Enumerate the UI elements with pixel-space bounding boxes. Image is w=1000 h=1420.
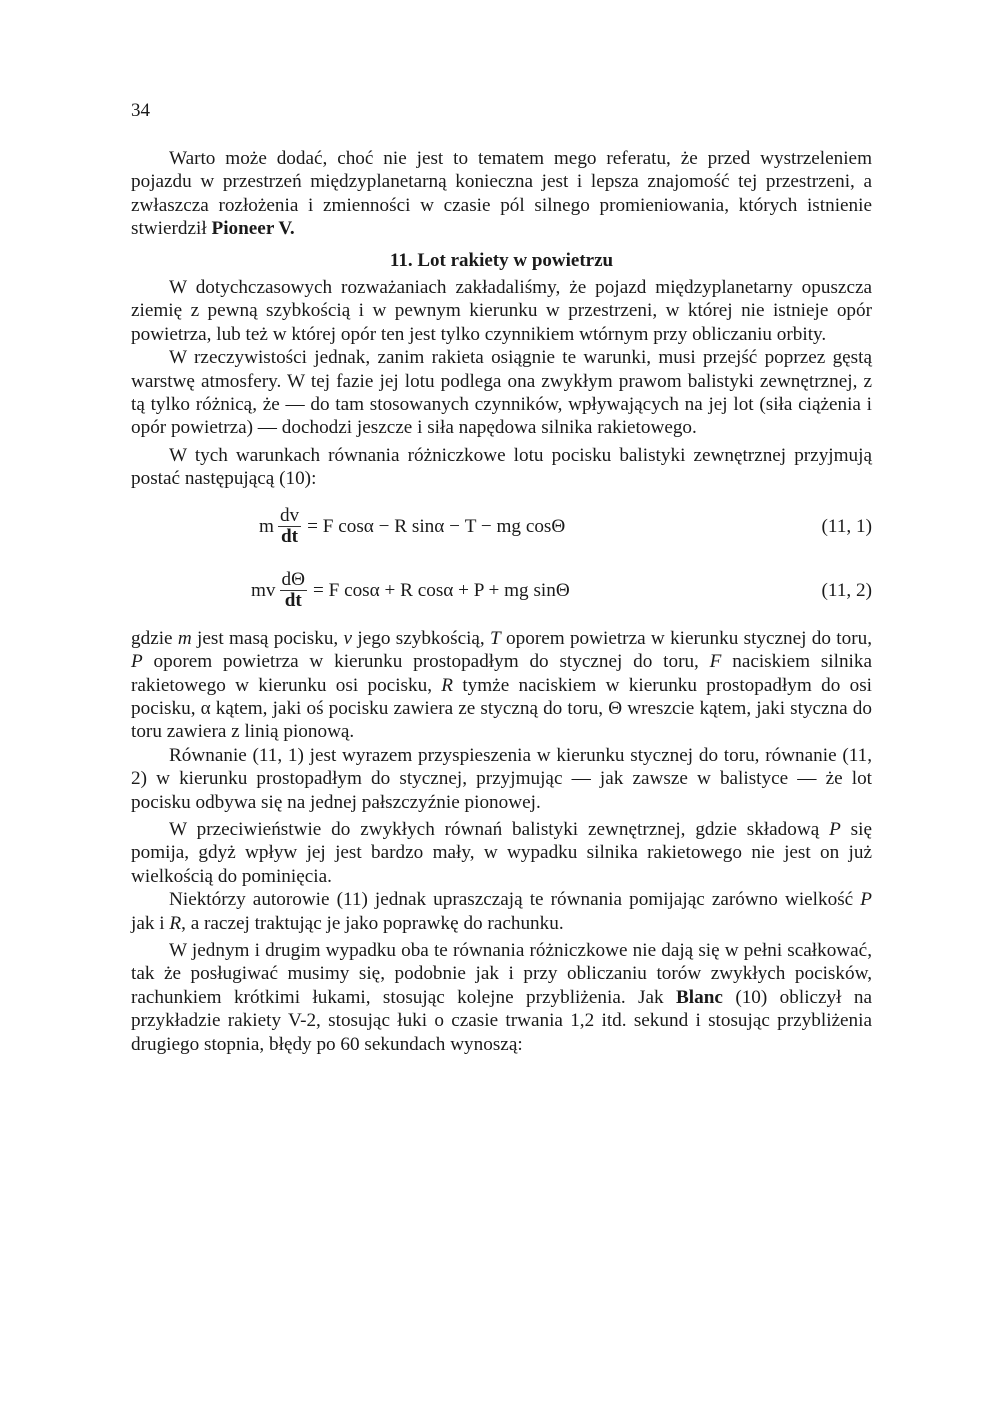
paragraph-6: Równanie (11, 1) jest wyrazem przyspieszenia w kierunku stycznej do toru, równanie (11, 2) w kierunku prostopadłym do stycznej, przyjmując — jak zawsze w balistyce — że lot pocisku odbywa się na jednej pałszczyźnie pionowej. (131, 744, 872, 813)
pioneer-name: Pioneer V. (211, 218, 295, 240)
fraction: $\frac{d\Theta}{dt}$ (281, 569, 305, 612)
equation-label: (11, 1) (821, 515, 872, 537)
fraction: $\frac{dv}{dt}$ (279, 505, 300, 548)
paragraph-2: W dotychczasowych rozważaniach zakładaliśmy, że pojazd międzyplanetarny opuszcza ziemię z pewną szybkością i w pewnym kierunku w przestrzeni, w której nie istnieje opór powietrza, lub też w której opór ten jest tylko czynnikiem wtórnym przy obliczaniu orbity. (131, 277, 872, 345)
paragraph-4: W tych warunkach równania różniczkowe lotu pocisku balistyki zewnętrznej przyjmują postać następującą (10): (131, 444, 872, 490)
paragraph-7: W przeciwieństwie do zwykłych równań balistyki zewnętrznej, gdzie składową P się pomija, gdyż wpływ jej jest bardzo mały, w wypadku silnika rakietowego nie jest on już wielkością do pominięcia. (131, 818, 872, 887)
paragraph-3: W rzeczywistości jednak, zanim rakieta osiągnie te warunki, musi przejść poprzez gęstą warstwę atmosfery. W tej fazie jej lotu podlega ona zwykłym prawom balistyki zewnętrznej, z tą tylko różnicą, że — do tam stosowanych czynników, wpływających na jej lot (siła ciążenia i opór powietrza) — dochodzi jeszcze i siła napędowa silnika rakietowego. (131, 347, 872, 439)
paragraph-1: Warto może dodać, choć nie jest to tematem mego referatu, że przed wystrzeleniem pojazdu w przestrzeń międzyplanetarną konieczna jest i lepsza znajomość tej przestrzeni, a zwłaszcza rozłożenia i zmienności w czasie pól silnego promieniowania, których istnienie stwierdził Pioneer V. (131, 148, 872, 240)
equation-label: (11, 2) (821, 579, 872, 601)
paragraph-8: Niektórzy autorowie (11) jednak upraszczają te równania pomijając zarówno wielkość P jak i R, a raczej traktując je jako poprawkę do rachunku. (131, 889, 872, 934)
paragraph-9: W jednym i drugim wypadku oba te równania różniczkowe nie dają się w pełni scałkować, tak że posługiwać musimy się, podobnie jak i przy obliczaniu torów zwykłych pocisków, rachunkiem krótkimi łukami, stosując kolejne przybliżenia. Jak Blanc (10) obliczył na przykładzie rakiety V-2, stosując łuki o czasie trwania 1,2 itd. sekund i stosując przybliżenia drugiego stopnia, błędy po 60 sekundach wynoszą: (131, 939, 872, 1055)
equation-11-2: mv $\frac{d\Theta}{dt}$ = F cosα + R cosα + P + mg sinΘ (11, 2) (251, 569, 872, 612)
equation-11-1: m $\frac{dv}{dt}$ = F cosα − R sinα − T − mg cosΘ (11, 1) (259, 505, 872, 548)
section-heading: 11. Lot rakiety w powietrzu (389, 249, 614, 271)
page-number: 34 (131, 100, 150, 121)
page-body (131, 147, 872, 1056)
paragraph-5: gdzie m jest masą pocisku, v jego szybkością, T oporem powietrza w kierunku stycznej do toru, P oporem powietrza w kierunku prostopadłym do stycznej do toru, F naciskiem silnika rakietowego w kierunku osi pocisku, R tymże naciskiem w kierunku prostopadłym do osi pocisku, α kątem, jaki oś pocisku zawiera ze styczną do toru, Θ wreszcie kątem, jaki styczna do toru zawiera z linią pionową. (131, 627, 872, 743)
